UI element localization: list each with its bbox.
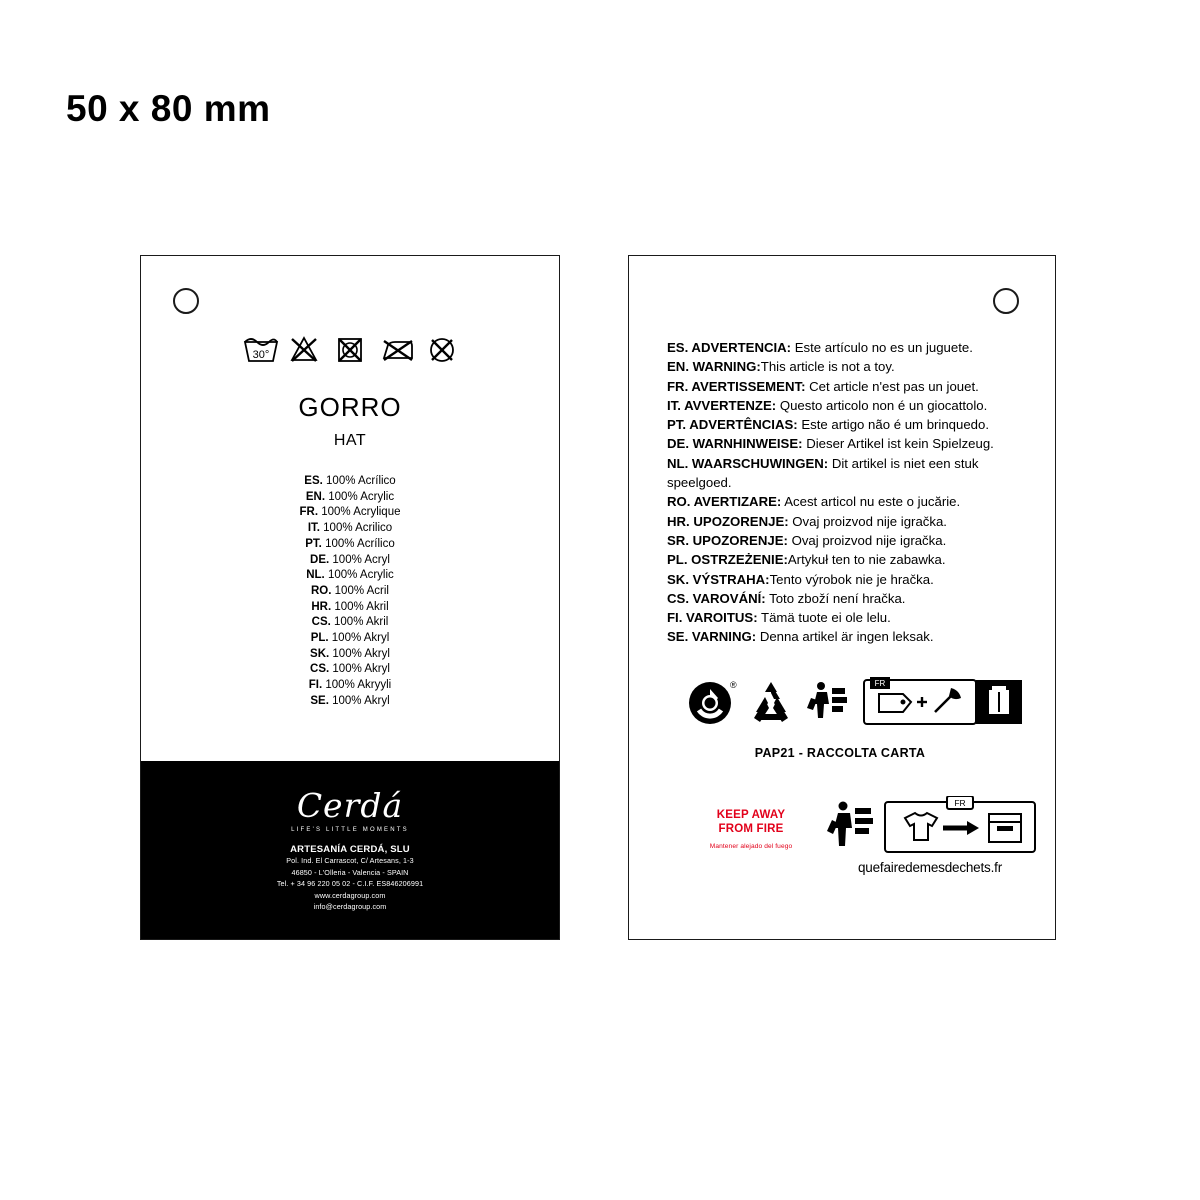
svg-text:FR: FR (874, 679, 886, 688)
composition-value: 100% Acril (331, 584, 389, 597)
company-website: www.cerdagroup.com (314, 890, 386, 900)
triman-sorting-icon (805, 678, 853, 731)
warning-line (667, 492, 1033, 511)
warning-line (667, 415, 1033, 434)
composition-line (141, 474, 559, 490)
composition-line (141, 662, 559, 678)
warning-text: Ovaj proizvod nije igračka. (788, 513, 947, 529)
composition-language-code: PL. (310, 632, 329, 645)
composition-language-code: NL. (306, 569, 325, 582)
warning-language-code: SK. VÝSTRAHA: (667, 571, 770, 587)
composition-value: 100% Akril (331, 600, 389, 613)
brand-footer (141, 761, 559, 939)
composition-line (141, 600, 559, 616)
composition-language-code: FI. (308, 679, 323, 692)
composition-value: 100% Acrílico (321, 537, 395, 550)
composition-value: 100% Akryyli (322, 679, 392, 692)
warning-language-code: RO. AVERTIZARE: (667, 494, 782, 510)
product-name-english: HAT (333, 432, 367, 449)
dimension-caption: 50 x 80 mm (66, 88, 271, 129)
composition-line (141, 568, 559, 584)
wash-30-icon (243, 334, 273, 364)
warning-text: Questo articolo non é un giocattolo. (776, 397, 988, 413)
warning-language-code: FI. VAROITUS: (667, 610, 758, 626)
brand-logo: Cerdá (296, 786, 404, 825)
svg-text:FR: FR (954, 798, 966, 808)
warning-line (667, 608, 1033, 627)
composition-value: 100% Akryl (329, 663, 390, 676)
composition-line (141, 678, 559, 694)
composition-language-code: HR. (311, 600, 332, 613)
company-contact: Tel. + 34 96 220 05 02 - C.I.F. ES846206991 (276, 879, 424, 888)
composition-value: 100% Akryl (328, 632, 390, 645)
fire-warning-line-1: KEEP AWAY (716, 809, 786, 821)
warning-text: Denna artikel är ingen leksak. (756, 629, 934, 645)
warning-line (667, 357, 1033, 376)
warning-list (667, 338, 1033, 647)
mobius-loop-recycling-icon (747, 678, 795, 731)
warning-language-code: FR. AVERTISSEMENT: (667, 378, 806, 394)
warning-line (667, 550, 1033, 569)
care-symbol-row (141, 334, 559, 364)
composition-list (141, 474, 559, 710)
composition-value: 100% Akryl (329, 647, 390, 660)
svg-text:30°: 30° (252, 349, 270, 361)
composition-value: 100% Acrylic (324, 569, 394, 582)
composition-line (141, 521, 559, 537)
resy-recycling-icon (685, 676, 737, 733)
warning-text: Acest articol nu este o jucărie. (781, 494, 961, 510)
warning-language-code: PL. OSTRZEŻENIE: (667, 552, 788, 568)
composition-line (141, 584, 559, 600)
warning-language-code: NL. WAARSCHUWINGEN: (667, 455, 829, 471)
warning-text: Cet article n'est pas un jouet. (805, 378, 979, 394)
warning-language-code: HR. UPOZORENJE: (667, 513, 789, 529)
warning-line (667, 512, 1033, 531)
svg-text:®: ® (730, 680, 737, 690)
warning-language-code: IT. AVVERTENZE: (667, 397, 777, 413)
composition-language-code: CS. (311, 616, 331, 629)
warning-language-code: ES. ADVERTENCIA: (667, 340, 792, 355)
warning-line (667, 338, 1033, 357)
composition-line (141, 694, 559, 710)
fire-warning-block (691, 808, 811, 850)
composition-line (141, 537, 559, 553)
composition-value: 100% Acryl (329, 553, 390, 566)
composition-language-code: PT. (305, 537, 322, 550)
warning-text: Tento výrobok nie je hračka. (769, 571, 934, 587)
composition-language-code: EN. (305, 490, 326, 503)
composition-language-code: RO. (311, 584, 332, 597)
warning-line (667, 434, 1033, 453)
company-address-2: 46850 - L'Olleria - Valencia - SPAIN (291, 867, 409, 877)
warning-language-code: CS. VAROVÁNÍ: (667, 590, 766, 606)
composition-line (141, 553, 559, 569)
company-address-1: Pol. Ind. El Carrascot, C/ Artesans, 1-3 (286, 856, 414, 865)
punch-hole-icon (993, 288, 1019, 314)
composition-line (141, 647, 559, 663)
company-name: ARTESANÍA CERDÁ, SLU (290, 844, 410, 855)
composition-language-code: FR. (299, 506, 319, 519)
composition-value: 100% Acrylic (325, 490, 395, 503)
warning-language-code: EN. WARNING: (667, 359, 761, 375)
do-not-iron-icon (381, 334, 411, 364)
warning-text: Toto zboží není hračka. (765, 590, 906, 606)
warning-text: Ovaj proizvod nije igračka. (787, 532, 947, 548)
triman-caption: quefairedemesdechets.fr (858, 860, 1002, 875)
composition-value: 100% Acrílico (322, 475, 396, 487)
warning-line (667, 396, 1033, 415)
warning-line (667, 454, 1033, 493)
warning-line (667, 589, 1033, 608)
composition-line (141, 505, 559, 521)
composition-language-code: SK. (310, 647, 330, 660)
warning-text: Este artigo não é um brinquedo. (797, 417, 990, 433)
punch-hole-icon (173, 288, 199, 314)
warning-line (667, 627, 1033, 646)
warning-text: This article is not a toy. (760, 359, 895, 375)
label-and-tag-to-paper-bin-icon (863, 676, 1023, 733)
composition-line (141, 631, 559, 647)
composition-language-code: ES. (304, 475, 323, 487)
warning-text: Este artículo no es un juguete. (791, 340, 973, 355)
fire-warning-translation: Mantener alejado del fuego (709, 843, 793, 850)
composition-language-code: IT. (307, 522, 320, 535)
composition-value: 100% Akril (330, 616, 389, 629)
composition-language-code: SE. (310, 694, 329, 707)
composition-value: 100% Acrilico (319, 522, 393, 535)
warning-language-code: PT. ADVERTÊNCIAS: (667, 417, 798, 433)
composition-line (141, 490, 559, 506)
composition-line (141, 615, 559, 631)
do-not-tumble-dry-icon (335, 334, 365, 364)
product-name: GORRO (298, 392, 402, 422)
triman-textile-icon (827, 796, 1037, 863)
composition-value: 100% Akryl (328, 694, 390, 707)
company-email: info@cerdagroup.com (313, 902, 387, 911)
hangtag-front (140, 255, 560, 940)
warning-text: Tämä tuote ei ole lelu. (757, 610, 891, 626)
warning-text: Artykuł ten to nie zabawka. (787, 552, 946, 568)
fire-warning-line-2: FROM FIRE (718, 823, 784, 835)
hangtag-back (628, 255, 1056, 940)
pap-caption: PAP21 - RACCOLTA CARTA (754, 746, 926, 760)
warning-text: Dieser Artikel ist kein Spielzeug. (802, 436, 994, 452)
warning-language-code: SR. UPOZORENJE: (667, 532, 788, 548)
warning-line (667, 570, 1033, 589)
warning-language-code: SE. VARNING: (667, 629, 757, 645)
warning-line (667, 377, 1033, 396)
composition-value: 100% Acrylique (318, 506, 401, 519)
composition-language-code: CS. (310, 663, 330, 676)
recycling-icon-row (685, 676, 1023, 733)
warning-text: Dit artikel is niet een stuk speelgoed. (667, 455, 979, 491)
do-not-bleach-icon (289, 334, 319, 364)
do-not-dry-clean-icon (427, 334, 457, 364)
brand-tagline: LIFE'S LITTLE MOMENTS (291, 827, 409, 833)
warning-line (667, 531, 1033, 550)
warning-language-code: DE. WARNHINWEISE: (667, 436, 803, 452)
composition-language-code: DE. (310, 553, 330, 566)
